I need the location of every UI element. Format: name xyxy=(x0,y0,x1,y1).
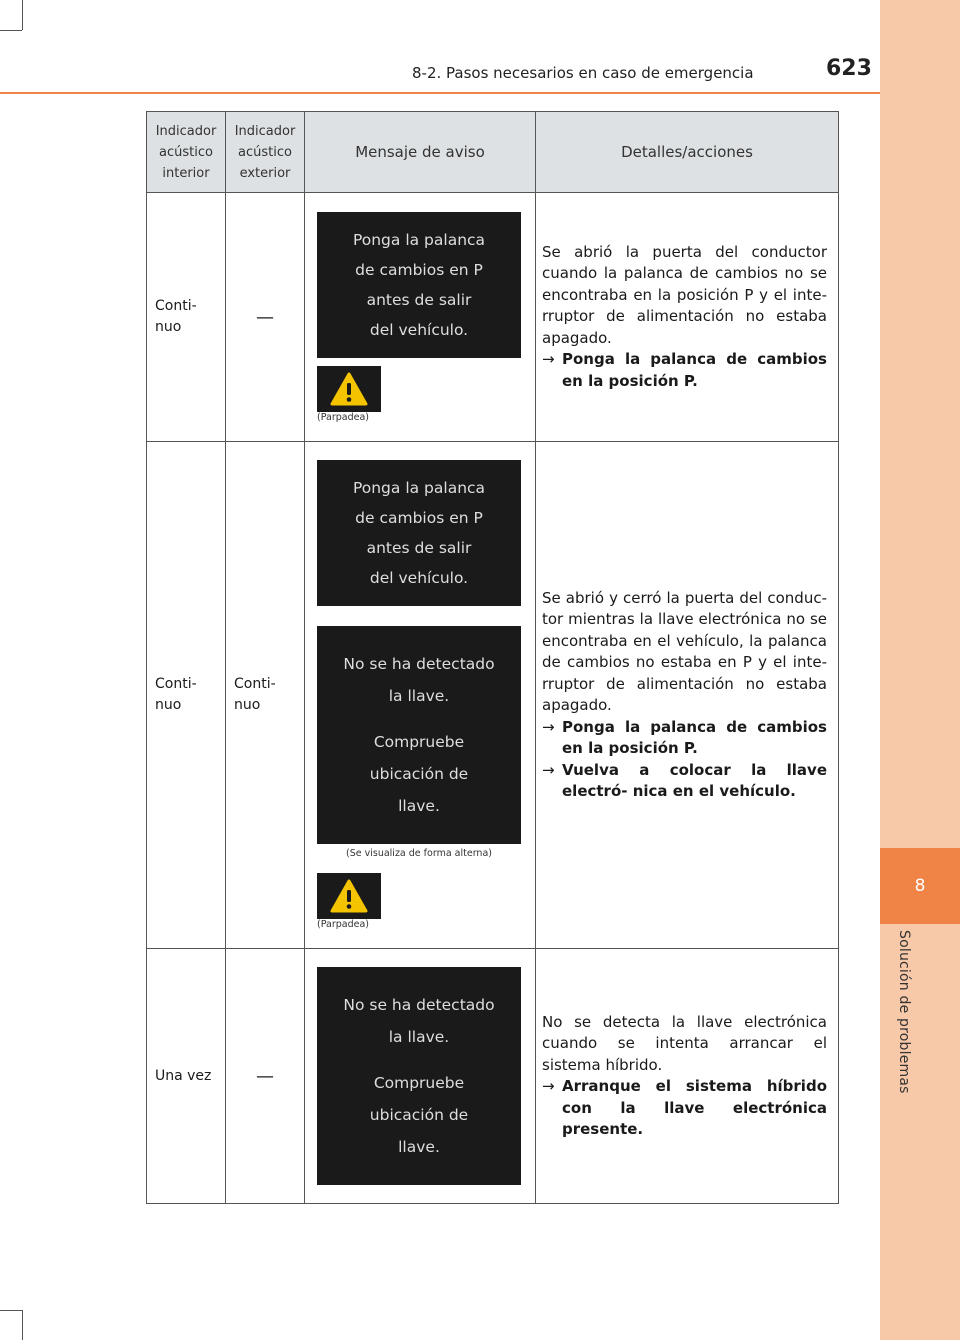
details-cell xyxy=(536,949,839,1204)
screen-line: de cambios en P xyxy=(355,260,483,279)
display-screen xyxy=(317,460,521,606)
warning-triangle-icon xyxy=(317,366,381,412)
interior-buzzer: Una vez xyxy=(147,949,226,1204)
chapter-number: 8 xyxy=(880,848,960,924)
detail-text: No se detecta la llave electrónica cuando se intenta arrancar el sistema híbrido. xyxy=(542,1012,827,1074)
warning-light xyxy=(317,366,383,423)
crop-mark xyxy=(22,1310,23,1340)
details-cell xyxy=(536,442,839,949)
side-tab xyxy=(880,0,960,1340)
col-header-interior: Indicador acústico interior xyxy=(147,112,226,193)
interior-buzzer: Conti- nuo xyxy=(147,193,226,442)
action-text: Ponga la palanca de cambios en la posición P. xyxy=(562,717,827,757)
table-row xyxy=(147,193,839,442)
header-rule xyxy=(0,92,880,94)
action-text: Vuelva a colocar la llave electró- nica en el vehículo. xyxy=(562,760,827,800)
display-screen xyxy=(317,212,521,358)
blink-note: (Parpadea) xyxy=(317,411,369,423)
detail-text: Se abrió y cerró la puerta del conduc- tor mientras la llave electrónica no se encontraba en el vehículo, la palanca de cambios no estaba en P y el inte- rruptor de alimentación no estaba apagado. xyxy=(542,588,827,714)
screen-line: antes de salir xyxy=(366,290,472,309)
screen-line: Compruebe xyxy=(373,1074,465,1092)
display-screen xyxy=(317,967,521,1185)
screen-line: Ponga la palanca xyxy=(352,230,486,249)
screen-line: de cambios en P xyxy=(355,509,483,527)
section-title: 8-2. Pasos necesarios en caso de emergencia xyxy=(412,64,754,82)
exterior-buzzer: — xyxy=(226,949,305,1204)
table-header-row xyxy=(147,112,839,193)
col-header-message: Mensaje de aviso xyxy=(305,112,536,193)
display-screen xyxy=(317,626,521,844)
action-text: Arranque el sistema híbrido con la llave electrónica presente. xyxy=(562,1077,827,1138)
col-header-exterior: Indicador acústico exterior xyxy=(226,112,305,193)
blink-note: (Parpadea) xyxy=(317,919,369,930)
warning-message-cell xyxy=(305,949,536,1204)
right-arrow-icon: → xyxy=(542,350,555,369)
screen-line: llave. xyxy=(398,797,440,815)
table-row xyxy=(147,949,839,1204)
screen-line: Compruebe xyxy=(373,733,465,751)
screen-line: Ponga la palanca xyxy=(352,479,486,497)
warning-table xyxy=(146,111,839,1204)
col-header-details: Detalles/acciones xyxy=(536,112,839,193)
warning-message-cell xyxy=(305,442,536,949)
screen-line: No se ha detectado xyxy=(343,996,495,1014)
screen-line: la llave. xyxy=(388,1028,450,1046)
screen-line: ubicación de xyxy=(369,765,469,783)
right-arrow-icon: → xyxy=(542,760,555,779)
detail-text: Se abrió la puerta del conductor cuando la palanca de cambios no se encontraba en la posición P y el inte- rruptor de alimentación no estaba apagado. xyxy=(542,242,827,347)
screen-line: llave. xyxy=(398,1138,440,1156)
screen-line: del vehículo. xyxy=(369,569,469,587)
right-arrow-icon: → xyxy=(542,717,555,736)
exterior-buzzer: Conti- nuo xyxy=(226,442,305,949)
table-row xyxy=(147,442,839,949)
action-item xyxy=(542,717,827,760)
warning-light xyxy=(317,873,383,930)
alternate-note: (Se visualiza de forma alterna) xyxy=(346,848,492,859)
warning-triangle-icon xyxy=(317,873,381,919)
screen-line: antes de salir xyxy=(366,539,472,557)
right-arrow-icon: → xyxy=(542,1077,555,1095)
chapter-label: Solución de problemas xyxy=(896,930,912,1094)
exterior-buzzer: — xyxy=(226,193,305,442)
action-item xyxy=(542,349,827,392)
screen-line: la llave. xyxy=(388,687,450,705)
warning-message-cell xyxy=(305,193,536,442)
crop-mark xyxy=(22,0,23,30)
screen-line: del vehículo. xyxy=(369,320,469,339)
action-item xyxy=(542,760,827,803)
crop-mark xyxy=(0,1310,22,1311)
screen-line: No se ha detectado xyxy=(343,655,495,673)
action-text: Ponga la palanca de cambios en la posición P. xyxy=(562,350,827,390)
action-item xyxy=(542,1076,827,1141)
screen-line: ubicación de xyxy=(369,1106,469,1124)
details-cell xyxy=(536,193,839,442)
crop-mark xyxy=(0,30,22,31)
page-number: 623 xyxy=(826,56,872,81)
interior-buzzer: Conti- nuo xyxy=(147,442,226,949)
